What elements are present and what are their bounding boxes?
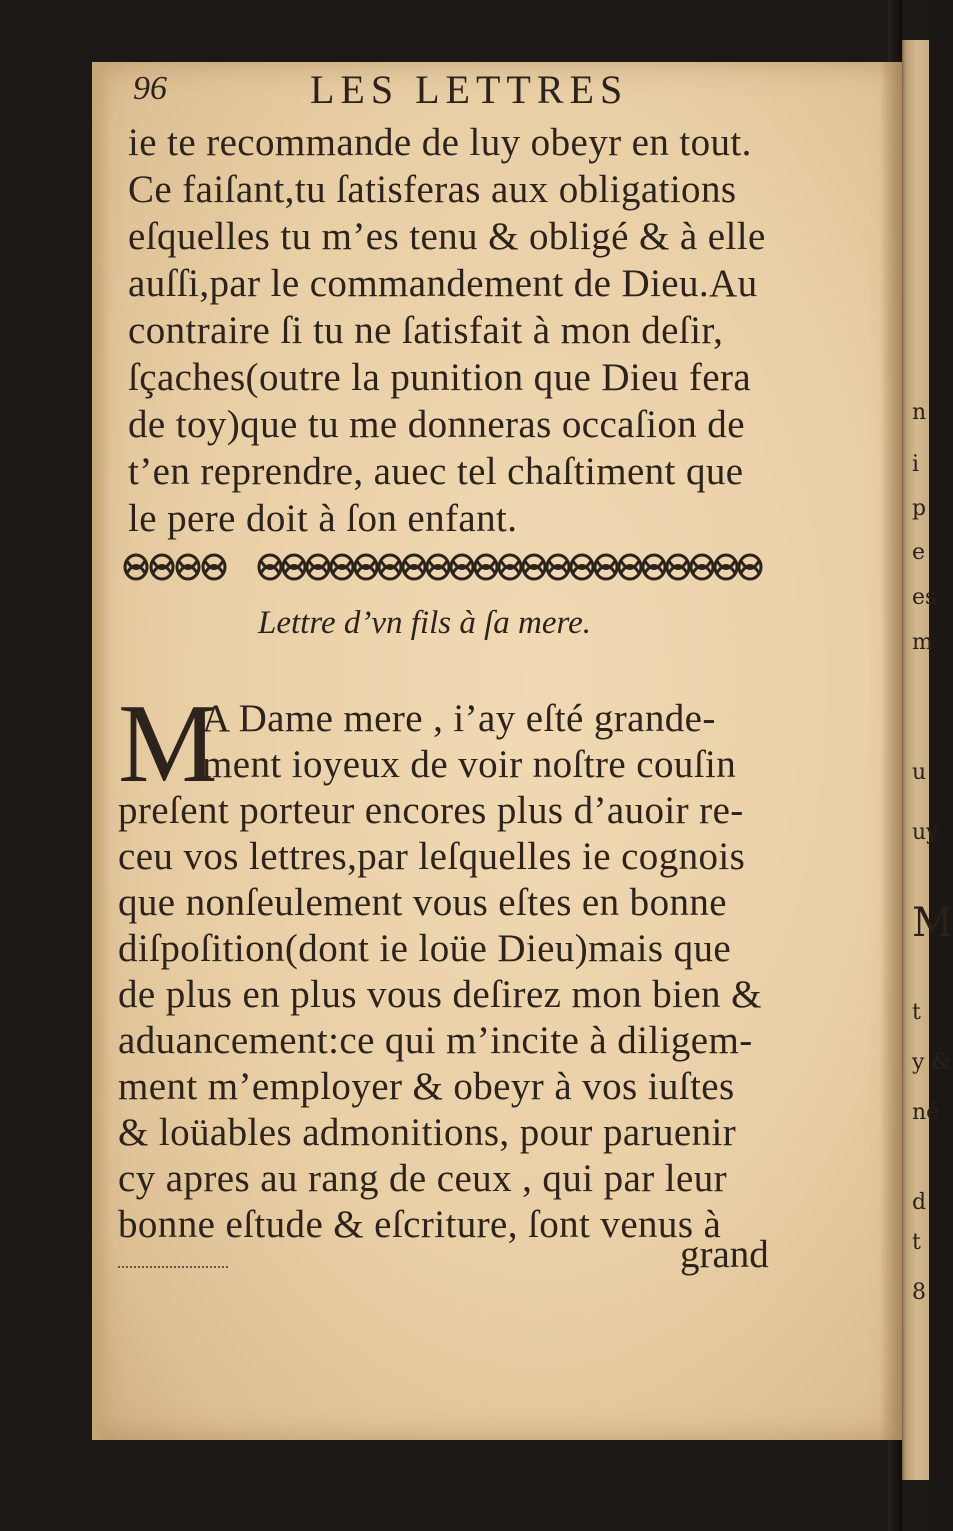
edge-fragment: i (912, 452, 920, 477)
ornament-curl (127, 561, 145, 573)
edge-fragment: e (912, 540, 926, 565)
text-line: aduancement:ce qui m’incite à diligem- (118, 1019, 753, 1062)
text-line: eſquelles tu m’es tenu & obligé & à elle (128, 215, 766, 258)
ornament-curl (669, 561, 687, 573)
ornament-curl (333, 561, 351, 573)
edge-fragment: uy (912, 820, 939, 845)
ornament-curl (285, 561, 303, 573)
text-line: preſent porteur encores plus d’auoir re- (118, 789, 744, 832)
ornament-curl (405, 561, 423, 573)
text-line: ſçaches(outre la punition que Dieu fera (128, 356, 752, 399)
text-line: ment ioyeux de voir noſtre couſin (202, 743, 737, 786)
page-number: 96 (133, 70, 167, 107)
edge-fragment: n (912, 400, 927, 425)
ornament-curl (261, 561, 279, 573)
text-line: que nonſeulement vous eſtes en bonne (118, 881, 727, 924)
text-line: de plus en plus vous deſirez mon bien & (118, 973, 762, 1016)
ornament-curl (549, 561, 567, 573)
text-line: t’en reprendre, auec tel chaſtiment que (128, 450, 744, 493)
text-line: auſſi,par le commandement de Dieu.Au (128, 262, 758, 305)
edge-fragment: es (912, 585, 937, 610)
letter-title: Lettre d’vn fils à ſa mere. (258, 605, 591, 641)
ornament-curl (741, 561, 759, 573)
text-line: & loüables admonitions, pour paruenir (118, 1111, 737, 1154)
ornament-curl (597, 561, 615, 573)
ornament-curl (573, 561, 591, 573)
text-line: de toy)que tu me donneras occaſion de (128, 403, 745, 446)
text-line: bonne eſtude & eſcriture, ſont venus à (118, 1203, 722, 1246)
ornament-curl (381, 561, 399, 573)
edge-fragment: p (912, 496, 927, 521)
edge-fragment: t (912, 1000, 921, 1025)
ornament-curl (501, 561, 519, 573)
text-line: cy apres au rang de ceux , qui par leur (118, 1157, 727, 1200)
ornament-curl (453, 561, 471, 573)
ornament-curl (621, 561, 639, 573)
ornament-curl (179, 561, 197, 573)
ornament-curl (153, 561, 171, 573)
ornament-curl (429, 561, 447, 573)
drop-cap: M (118, 682, 218, 806)
ornament-curl (717, 561, 735, 573)
edge-fragment: u (912, 760, 927, 785)
edge-fragment: m (912, 630, 933, 655)
ornament-curl (693, 561, 711, 573)
text-line: contraire ſi tu ne ſatisfait à mon deſir, (128, 309, 724, 352)
ornament-band (122, 546, 782, 588)
text-line: ment m’employer & obeyr à vos iuſtes (118, 1065, 735, 1108)
edge-fragment: né (912, 1100, 940, 1125)
edge-fragment: 8 (912, 1280, 926, 1305)
catchword: grand (680, 1233, 769, 1276)
text-line: ie te recommande de luy obeyr en tout. (128, 121, 752, 164)
page-gutter-shading (880, 62, 902, 1440)
text-line: ceu vos lettres,par leſquelles ie cognois (118, 835, 746, 878)
edge-fragment: d (912, 1190, 927, 1215)
edge-fragment: t (912, 1230, 921, 1255)
text-line: A Dame mere , i’ay eſté grande- (202, 697, 716, 740)
edge-fragment: y & (912, 1050, 952, 1075)
ornament-curl (357, 561, 375, 573)
page-edge-shading (92, 62, 110, 1440)
ornament-curl (477, 561, 495, 573)
edge-fragment: M (912, 900, 953, 946)
running-head: LES LETTRES (310, 67, 629, 112)
ornament-curl (205, 561, 223, 573)
ornament-curl (309, 561, 327, 573)
smudge-mark (118, 1260, 228, 1268)
text-line: Ce faiſant,tu ſatisferas aux obligations (128, 168, 737, 211)
text-line: diſpoſition(dont ie loüe Dieu)mais que (118, 927, 732, 970)
adjacent-page-edge (898, 40, 953, 1480)
ornament-curl (525, 561, 543, 573)
ornament-curl (645, 561, 663, 573)
text-line: le pere doit à ſon enfant. (128, 497, 518, 540)
